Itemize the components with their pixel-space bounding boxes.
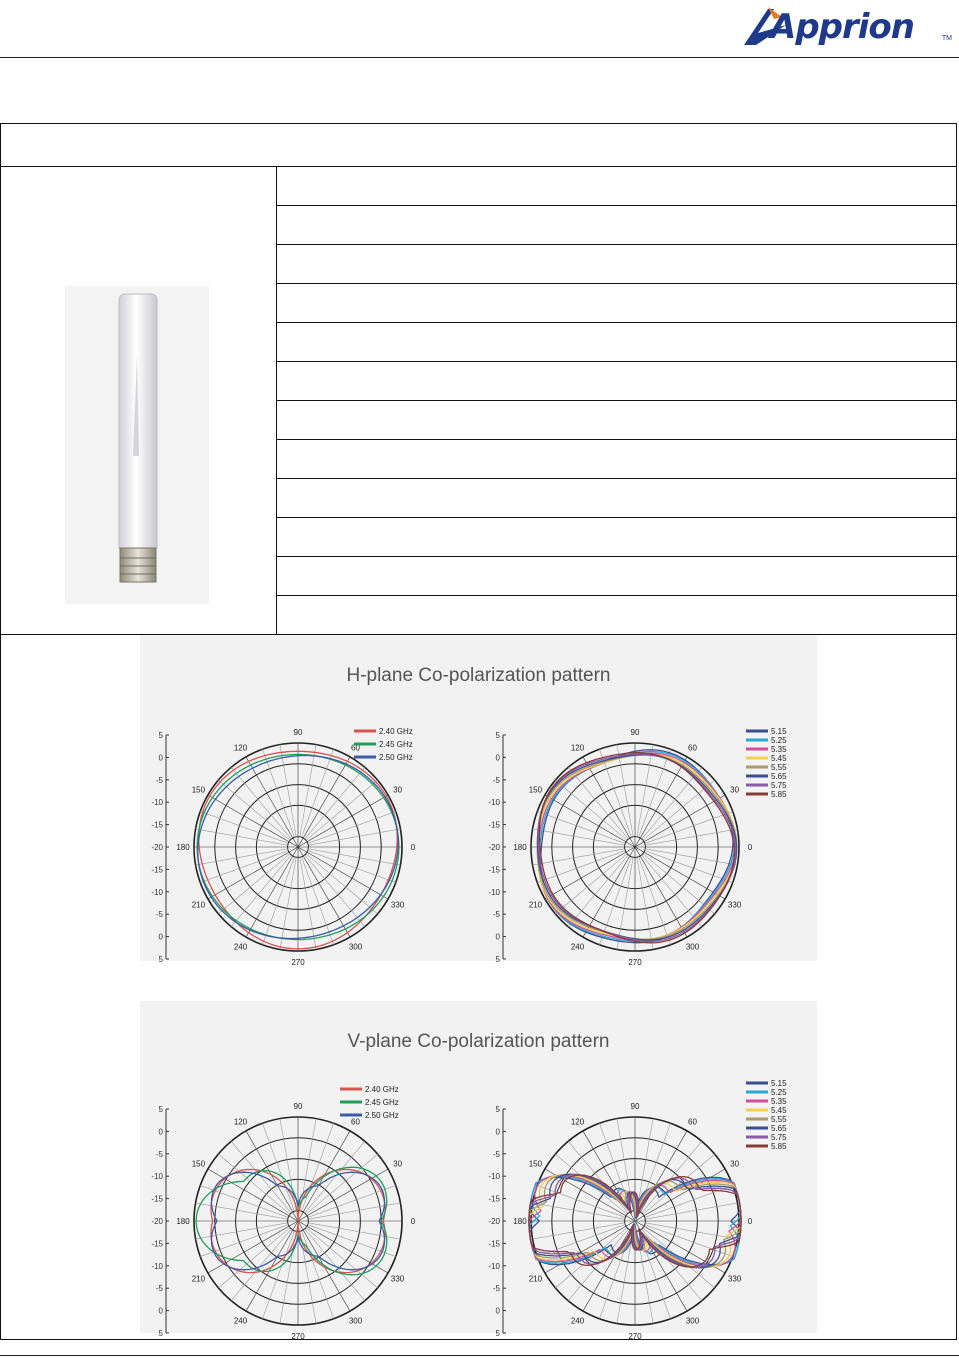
polar-angle-label: 300 — [348, 942, 363, 952]
polar-angle-label: 210 — [191, 900, 206, 910]
polar-angle-label: 90 — [293, 1102, 303, 1111]
polar-angle-label: 60 — [688, 743, 697, 753]
spec-row — [277, 400, 957, 440]
polar-angle-label: 180 — [176, 1217, 190, 1226]
polar-spoke — [280, 1231, 296, 1323]
radial-tick-label: 0 — [495, 753, 500, 763]
polar-spoke — [280, 1119, 296, 1211]
polar-angle-label: 120 — [233, 743, 248, 753]
polar-angle-label: 240 — [233, 1316, 248, 1326]
radial-tick-label: -20 — [488, 843, 500, 852]
legend-label: 5.45 — [771, 754, 787, 763]
radial-tick-label: -15 — [151, 865, 163, 875]
polar-angle-label: 300 — [685, 942, 700, 952]
spec-table — [0, 123, 957, 1340]
polar-angle-label: 150 — [191, 1159, 206, 1169]
radial-tick-label: -10 — [151, 887, 163, 897]
polar-spoke — [645, 1223, 737, 1239]
radial-tick-label: -10 — [151, 1261, 163, 1271]
radial-tick-label: -10 — [488, 1261, 500, 1271]
white-omni-antenna-icon — [65, 286, 209, 604]
radial-tick-label: -5 — [492, 1284, 500, 1294]
polar-spoke — [196, 1203, 288, 1219]
logo-trademark: TM — [941, 35, 952, 42]
polar-spoke — [645, 829, 737, 845]
legend-label: 2.50 GHz — [365, 1111, 399, 1120]
polar-angle-label: 180 — [176, 843, 190, 852]
polar-spoke — [280, 857, 296, 949]
spec-row — [277, 517, 957, 557]
radial-tick-label: 5 — [158, 1329, 163, 1338]
radial-tick-label: -15 — [151, 1194, 163, 1204]
polar-angle-label: 210 — [528, 900, 543, 910]
h-plane-5g-polar-plot — [480, 715, 817, 967]
radial-tick-label: 0 — [495, 932, 500, 942]
polar-angle-label: 240 — [570, 1316, 585, 1326]
radial-tick-label: -10 — [151, 798, 163, 808]
radial-tick-label: 5 — [495, 1329, 500, 1338]
legend-label: 5.45 — [771, 1106, 787, 1115]
spec-row — [277, 556, 957, 596]
radial-tick-label: -10 — [488, 1172, 500, 1182]
radial-tick-label: -10 — [488, 887, 500, 897]
polar-angle-label: 270 — [628, 1332, 642, 1341]
h-plane-panel — [140, 635, 817, 967]
polar-spoke — [300, 745, 316, 837]
radial-tick-label: -5 — [492, 910, 500, 920]
radial-tick-label: -5 — [492, 1149, 500, 1159]
spec-row — [277, 205, 957, 245]
radial-tick-label: 0 — [158, 1306, 163, 1316]
radiation-pattern-section — [1, 634, 956, 1341]
radial-tick-label: -20 — [488, 1217, 500, 1226]
legend-label: 5.75 — [771, 781, 787, 790]
legend-label: 2.40 GHz — [379, 727, 413, 736]
header-divider — [0, 57, 959, 58]
radial-tick-label: 5 — [158, 955, 163, 964]
polar-spoke — [300, 1231, 316, 1323]
radial-tick-label: 0 — [158, 932, 163, 942]
polar-angle-label: 0 — [410, 843, 416, 852]
antenna-image-cell — [1, 166, 277, 634]
polar-angle-label: 120 — [233, 1117, 248, 1127]
polar-spoke — [637, 745, 653, 837]
polar-angle-label: 270 — [628, 958, 642, 967]
polar-angle-label: 330 — [390, 1274, 405, 1284]
logo-wordmark: Apprion — [770, 7, 914, 47]
radial-tick-label: -15 — [151, 1239, 163, 1249]
legend-label: 5.65 — [771, 1124, 787, 1133]
polar-angle-label: 0 — [410, 1217, 416, 1226]
radial-tick-label: -5 — [155, 1149, 163, 1159]
legend-label: 5.15 — [771, 727, 787, 736]
polar-spoke — [645, 849, 737, 865]
polar-angle-label: 60 — [351, 743, 360, 753]
polar-angle-label: 330 — [727, 1274, 742, 1284]
polar-angle-label: 330 — [390, 900, 405, 910]
polar-angle-label: 90 — [630, 728, 640, 737]
v-plane-title: V-plane Co-polarization pattern — [347, 1031, 610, 1052]
polar-angle-label: 150 — [191, 785, 206, 795]
polar-angle-label: 180 — [513, 1217, 527, 1226]
radial-tick-label: 5 — [495, 955, 500, 964]
radial-tick-label: -5 — [155, 910, 163, 920]
radial-tick-label: 5 — [158, 731, 163, 740]
radial-tick-label: -15 — [488, 820, 500, 830]
radial-tick-label: 5 — [495, 1105, 500, 1114]
polar-angle-label: 240 — [570, 942, 585, 952]
polar-angle-label: 120 — [570, 1117, 585, 1127]
radial-tick-label: -5 — [155, 775, 163, 785]
radial-tick-label: -5 — [492, 775, 500, 785]
h-plane-2g-polar-plot — [140, 715, 470, 967]
radial-tick-label: -15 — [488, 865, 500, 875]
polar-angle-label: 330 — [727, 900, 742, 910]
polar-spoke — [637, 857, 653, 949]
radial-tick-label: -5 — [155, 1284, 163, 1294]
radial-tick-label: -10 — [488, 798, 500, 808]
polar-angle-label: 210 — [191, 1274, 206, 1284]
radial-tick-label: -15 — [488, 1239, 500, 1249]
spec-row — [277, 595, 957, 634]
spec-row — [277, 439, 957, 479]
polar-angle-label: 300 — [685, 1316, 700, 1326]
polar-spoke — [196, 829, 288, 845]
polar-angle-label: 150 — [528, 1159, 543, 1169]
polar-angle-label: 30 — [393, 1159, 403, 1169]
polar-angle-label: 270 — [291, 1332, 305, 1341]
polar-spoke — [300, 1119, 316, 1211]
polar-angle-label: 0 — [747, 843, 753, 852]
polar-angle-label: 30 — [393, 785, 403, 795]
polar-spoke — [533, 1223, 625, 1239]
spec-row — [277, 478, 957, 518]
polar-angle-label: 240 — [233, 942, 248, 952]
polar-angle-label: 90 — [630, 1102, 640, 1111]
polar-angle-label: 60 — [688, 1117, 697, 1127]
legend-label: 2.45 GHz — [365, 1098, 399, 1107]
spec-table-title-row — [1, 124, 956, 167]
polar-angle-label: 0 — [747, 1217, 753, 1226]
spec-row — [277, 244, 957, 284]
polar-spoke — [533, 1203, 625, 1219]
legend-label: 5.35 — [771, 1097, 787, 1106]
spec-row — [277, 361, 957, 401]
v-plane-2g-polar-plot — [140, 1081, 470, 1341]
polar-angle-label: 60 — [351, 1117, 360, 1127]
v-plane-5g-polar-plot — [480, 1079, 817, 1341]
v-plane-panel — [140, 1001, 817, 1341]
polar-angle-label: 210 — [528, 1274, 543, 1284]
polar-spoke — [308, 829, 400, 845]
radial-tick-label: 0 — [158, 1127, 163, 1137]
spec-row — [277, 283, 957, 323]
radial-tick-label: 0 — [495, 1127, 500, 1137]
polar-spoke — [308, 849, 400, 865]
polar-spoke — [533, 849, 625, 865]
polar-spoke — [196, 1223, 288, 1239]
polar-spoke — [533, 829, 625, 845]
radial-tick-label: -20 — [151, 843, 163, 852]
footer-divider — [0, 1355, 959, 1356]
polar-spoke — [645, 1203, 737, 1219]
radial-tick-label: -20 — [151, 1217, 163, 1226]
legend-label: 5.35 — [771, 745, 787, 754]
polar-angle-label: 300 — [348, 1316, 363, 1326]
polar-angle-label: 120 — [570, 743, 585, 753]
legend-label: 5.55 — [771, 1115, 787, 1124]
legend-label: 5.15 — [771, 1079, 787, 1088]
spec-row — [277, 166, 957, 206]
polar-angle-label: 270 — [291, 958, 305, 967]
radial-tick-label: -10 — [151, 1172, 163, 1182]
antenna-photo — [65, 286, 209, 604]
legend-label: 5.75 — [771, 1133, 787, 1142]
apprion-logo — [738, 3, 952, 51]
radial-tick-label: -15 — [488, 1194, 500, 1204]
polar-angle-label: 30 — [730, 1159, 740, 1169]
h-plane-title: H-plane Co-polarization pattern — [346, 665, 611, 686]
radial-tick-label: 0 — [158, 753, 163, 763]
radial-tick-label: 5 — [158, 1105, 163, 1114]
radial-tick-label: -15 — [151, 820, 163, 830]
polar-angle-label: 150 — [528, 785, 543, 795]
legend-label: 5.65 — [771, 772, 787, 781]
radial-tick-label: 0 — [495, 1306, 500, 1316]
polar-spoke — [196, 849, 288, 865]
legend-label: 5.85 — [771, 790, 787, 799]
polar-angle-label: 180 — [513, 843, 527, 852]
polar-angle-label: 90 — [293, 728, 303, 737]
legend-label: 5.25 — [771, 736, 787, 745]
legend-label: 5.85 — [771, 1142, 787, 1151]
legend-label: 2.45 GHz — [379, 740, 413, 749]
legend-label: 5.25 — [771, 1088, 787, 1097]
legend-label: 2.50 GHz — [379, 753, 413, 762]
legend-label: 5.55 — [771, 763, 787, 772]
radial-tick-label: 5 — [495, 731, 500, 740]
spec-row — [277, 322, 957, 362]
polar-angle-label: 30 — [730, 785, 740, 795]
legend-label: 2.40 GHz — [365, 1085, 399, 1094]
